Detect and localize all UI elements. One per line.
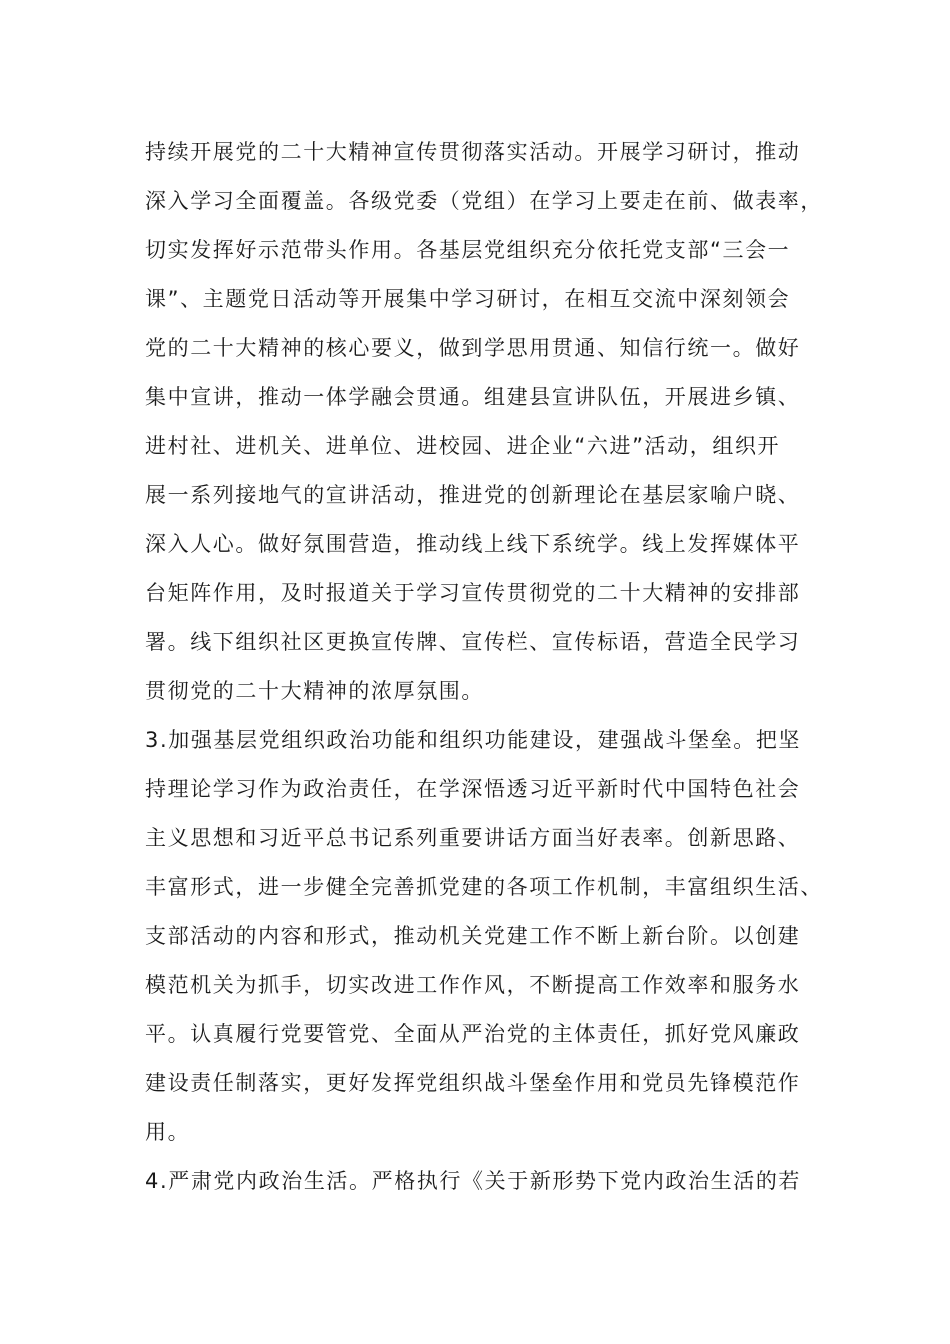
section-heading-line: 4.严肃党内政治生活。严格执行《关于新形势下党内政治生活的若 xyxy=(145,1169,802,1193)
body-line: 深入学习全面覆盖。各级党委（党组）在学习上要走在前、做表率， xyxy=(145,189,823,213)
body-line: 进村社、进机关、进单位、进校园、进企业“六进”活动，组织开 xyxy=(145,434,781,458)
body-line: 平。认真履行党要管党、全面从严治党的主体责任，抓好党风廉政 xyxy=(145,1022,801,1046)
body-line: 模范机关为抓手，切实改进工作作风，不断提高工作效率和服务水 xyxy=(145,973,801,997)
body-line: 台矩阵作用，及时报道关于学习宣传贯彻党的二十大精神的安排部 xyxy=(145,581,801,605)
body-line: 用。 xyxy=(145,1120,191,1144)
body-line: 持理论学习作为政治责任，在学深悟透习近平新时代中国特色社会 xyxy=(145,777,801,801)
body-line: 党的二十大精神的核心要义，做到学思用贯通、知信行统一。做好 xyxy=(145,336,801,360)
body-line: 深入人心。做好氛围营造，推动线上线下系统学。线上发挥媒体平 xyxy=(145,532,801,556)
body-line: 贯彻党的二十大精神的浓厚氛围。 xyxy=(145,679,484,703)
body-line: 切实发挥好示范带头作用。各基层党组织充分依托党支部“三会一 xyxy=(145,238,791,262)
body-line: 建设责任制落实，更好发挥党组织战斗堡垒作用和党员先锋模范作 xyxy=(145,1071,801,1095)
section-heading-line: 3.加强基层党组织政治功能和组织功能建设，建强战斗堡垒。把坚 xyxy=(145,728,802,752)
body-line: 持续开展党的二十大精神宣传贯彻落实活动。开展学习研讨，推动 xyxy=(145,140,801,164)
body-line: 支部活动的内容和形式，推动机关党建工作不断上新台阶。以创建 xyxy=(145,924,801,948)
body-line: 主义思想和习近平总书记系列重要讲话方面当好表率。创新思路、 xyxy=(145,826,801,850)
body-line: 集中宣讲，推动一体学融会贯通。组建县宣讲队伍，开展进乡镇、 xyxy=(145,385,801,409)
body-line: 丰富形式，进一步健全完善抓党建的各项工作机制，丰富组织生活、 xyxy=(145,875,823,899)
body-line: 展一系列接地气的宣讲活动，推进党的创新理论在基层家喻户晓、 xyxy=(145,483,801,507)
body-line: 署。线下组织社区更换宣传牌、宣传栏、宣传标语，营造全民学习 xyxy=(145,630,801,654)
body-line: 课”、主题党日活动等开展集中学习研讨，在相互交流中深刻领会 xyxy=(145,287,791,311)
